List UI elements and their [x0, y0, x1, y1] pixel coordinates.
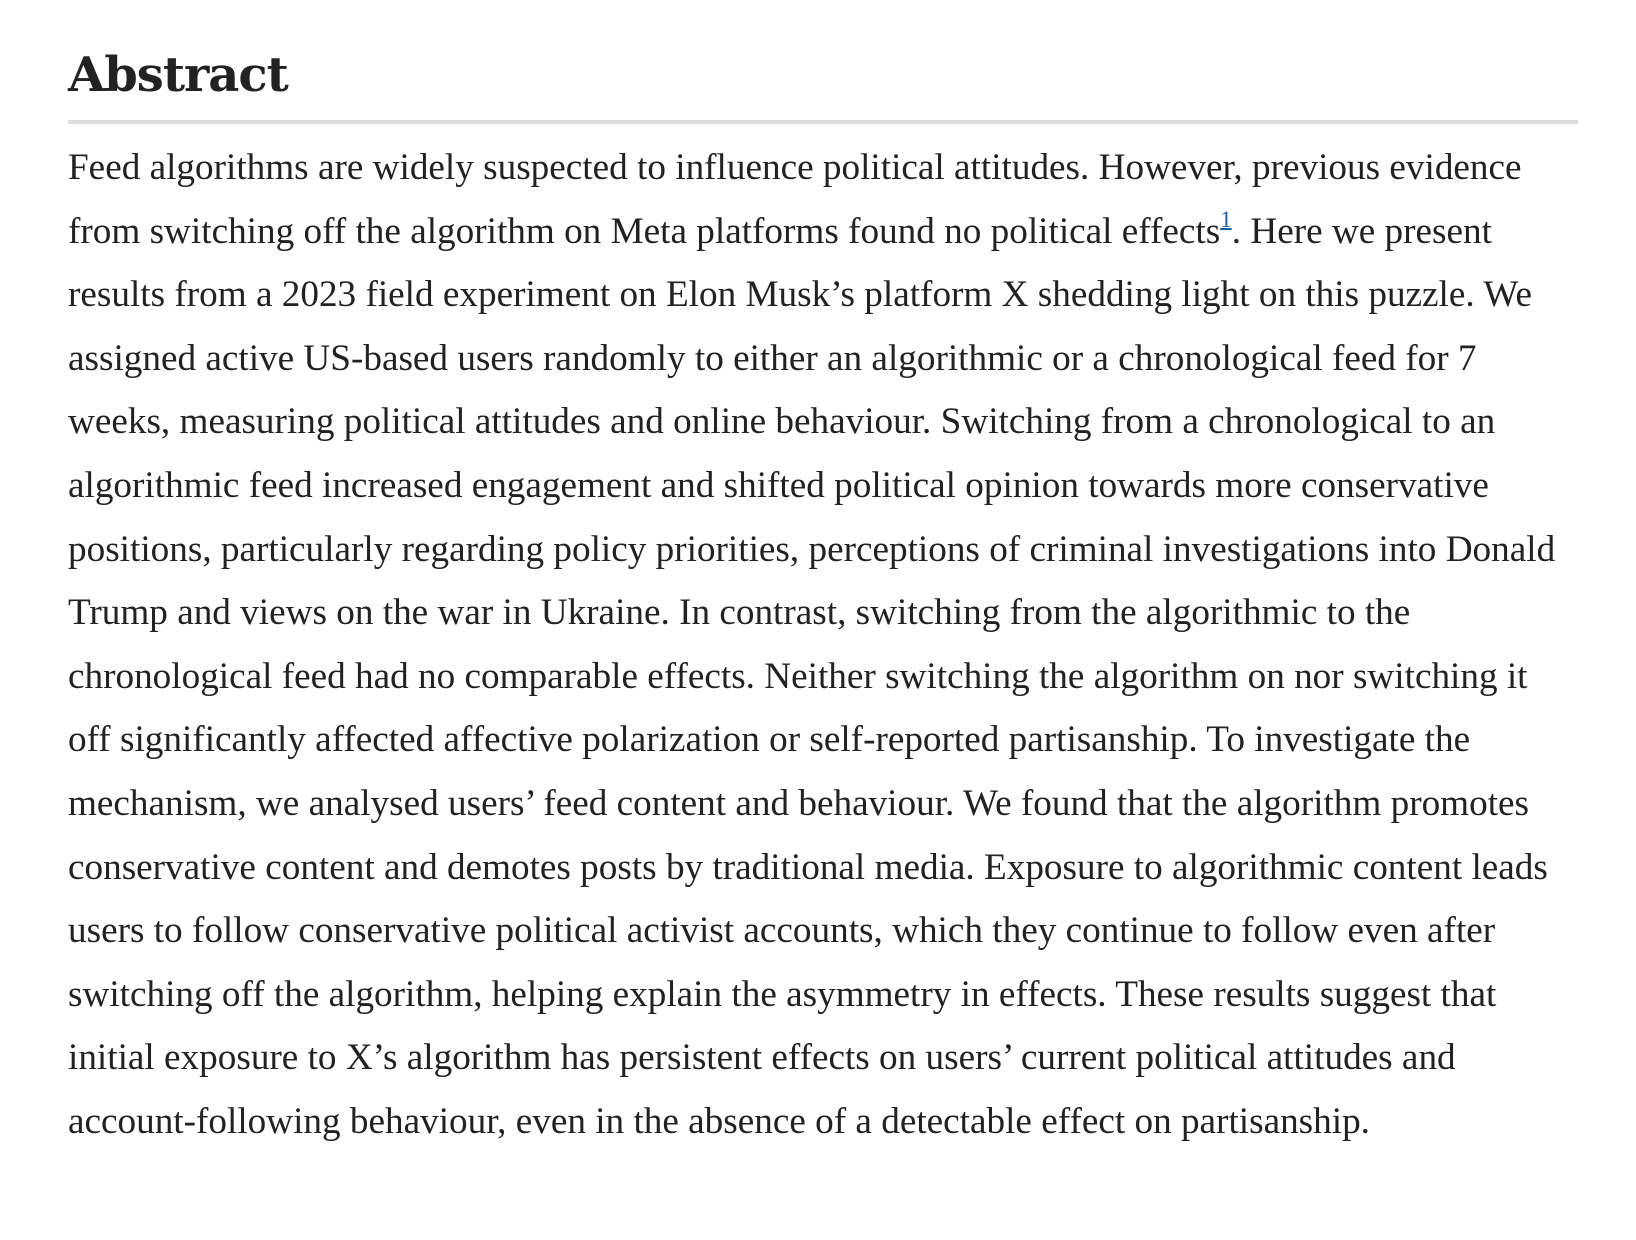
heading-divider — [68, 120, 1578, 124]
abstract-text-part-1: Feed algorithms are widely suspected to influence political attitudes. However, previous evidence from switching off the algorithm on Meta platforms found no political effects — [68, 147, 1522, 252]
abstract-section — [68, 0, 1578, 1154]
abstract-heading: Abstract — [68, 47, 288, 103]
reference-link-1[interactable]: 1 — [1220, 205, 1232, 232]
abstract-text-part-2: . Here we present results from a 2023 field experiment on Elon Musk’s platform X shedding light on this puzzle. We assigned active US-based users randomly to either an algorithmic or a chronological feed for 7 weeks, measuring political attitudes and online behaviour. Switching from a chronological to an algorithmic feed increased engagement and shifted political opinion towards more conservative positions, particularly regarding policy priorities, perceptions of criminal investigations into Donald Trump and views on the war in Ukraine. In contrast, switching from the algorithmic to the chronological feed had no comparable effects. Neither switching the algorithm on nor switching it off significantly affected affective polarization or self-reported partisanship. To investigate the mechanism, we analysed users’ feed content and behaviour. We found that the algorithm promotes conservative content and demotes posts by traditional media. Exposure to algorithmic content leads users to follow conservative political activist accounts, which they continue to follow even after switching off the algorithm, helping explain the asymmetry in effects. These results suggest that initial exposure to X’s algorithm has persistent effects on users’ current political attitudes and account-following behaviour, even in the absence of a detectable effect on partisanship. — [68, 210, 1556, 1142]
abstract-paragraph — [68, 136, 1578, 1154]
